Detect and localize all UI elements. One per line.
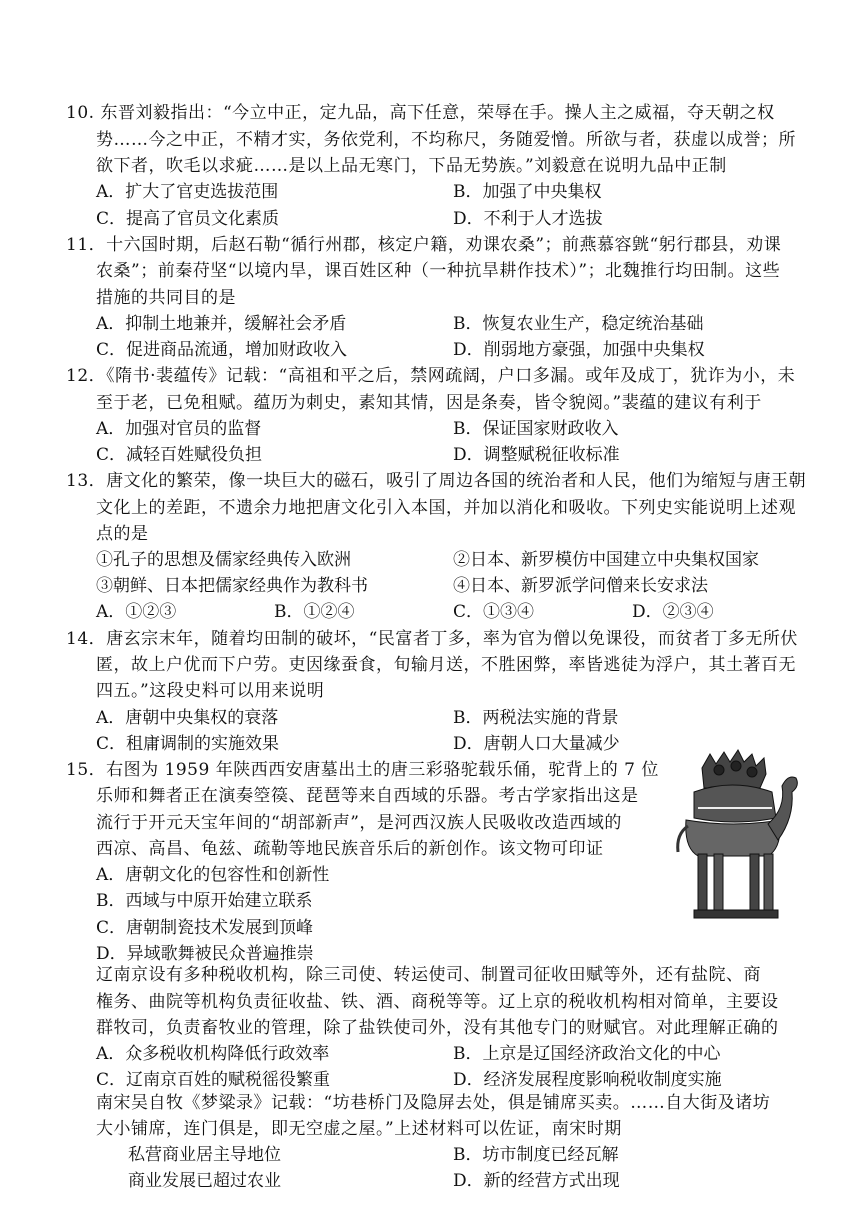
question-15-line-4: 西凉、高昌、龟兹、疏勒等地民族音乐后的新创作。该文物可印证 bbox=[96, 839, 604, 859]
q12-option-b: B．保证国家财政收入 bbox=[453, 419, 619, 439]
q16-option-c: C．辽南京百姓的赋税徭役繁重 bbox=[96, 1070, 331, 1090]
question-12-line-1: 12．《隋书·裴蕴传》记载：“高祖和平之后，禁网疏阔，户口多漏。或年及成丁，犹诈为小，未 bbox=[66, 366, 796, 386]
question-13-line-3: 点的是 bbox=[96, 524, 149, 544]
q16-option-d: D．经济发展程度影响税收制度实施 bbox=[453, 1070, 722, 1090]
q12-option-a: A．加强对官员的监督 bbox=[96, 419, 262, 439]
q14-option-a: A．唐朝中央集权的衰落 bbox=[96, 708, 279, 728]
question-11-line-3: 措施的共同目的是 bbox=[96, 288, 236, 308]
question-16-line-3: 群牧司，负责畜牧业的管理，除了盐铁使司外，没有其他专门的财赋官。对此理解正确的 bbox=[96, 1018, 779, 1038]
question-14-line-1: 14．唐玄宗末年，随着均田制的破坏，“民富者丁多，率为官为僧以免课役，而贫者丁多无所伏 bbox=[66, 629, 798, 649]
q11-option-c: C．促进商品流通，增加财政收入 bbox=[96, 340, 348, 360]
q13-option-a: A．①②③ bbox=[96, 602, 177, 622]
question-14-line-3: 四五。”这段史料可以用来说明 bbox=[96, 681, 325, 701]
q10-option-a: A．扩大了官吏选拔范围 bbox=[96, 182, 279, 202]
q13-item-1: ①孔子的思想及儒家经典传入欧洲 bbox=[96, 550, 351, 570]
question-16-line-1: 辽南京设有多种税收机构，除三司使、转运使司、制置司征收田赋等外，还有盐院、商 bbox=[96, 965, 761, 985]
q17-option-b: B．坊市制度已经瓦解 bbox=[453, 1145, 619, 1165]
q13-option-d: D．②③④ bbox=[632, 602, 714, 622]
q15-option-d: D．异域歌舞被民众普遍推崇 bbox=[96, 944, 314, 964]
q15-option-c: C．唐朝制瓷技术发展到顶峰 bbox=[96, 918, 314, 938]
question-13-line-1: 13．唐文化的繁荣，像一块巨大的磁石，吸引了周边各国的统治者和人民，他们为缩短与唐王朝 bbox=[66, 471, 807, 491]
q12-option-d: D．调整赋税征收标准 bbox=[453, 445, 620, 465]
question-12-line-2: 至于老，已免租赋。蕴历为刺史，素知其情，因是条奏，皆令貌阅。”裴蕴的建议有利于 bbox=[96, 393, 762, 413]
q15-option-a: A．唐朝文化的包容性和创新性 bbox=[96, 865, 330, 885]
q13-item-2: ②日本、新罗模仿中国建立中央集权国家 bbox=[453, 550, 759, 570]
q17-option-c: 商业发展已超过农业 bbox=[128, 1171, 281, 1191]
q17-option-d: D．新的经营方式出现 bbox=[453, 1171, 620, 1191]
question-15-line-1: 15．右图为 1959 年陕西西安唐墓出土的唐三彩骆驼载乐俑，驼背上的 7 位 bbox=[66, 760, 659, 780]
question-13-line-2: 文化上的差距，不遗余力地把唐文化引入本国，并加以消化和吸收。下列史实能说明上述观 bbox=[96, 498, 796, 518]
question-10-line-2: 势……今之中正，不精才实，务依党利，不均称尺，务随爱憎。所欲与者，获虚以成誉；所 bbox=[96, 130, 796, 150]
q15-option-b: B．西域与中原开始建立联系 bbox=[96, 891, 313, 911]
q14-option-b: B．两税法实施的背景 bbox=[453, 708, 619, 728]
question-15-line-3: 流行于开元天宝年间的“胡部新声”，是河西汉族人民吸收改造西域的 bbox=[96, 813, 622, 833]
q11-option-a: A．抑制土地兼并，缓解社会矛盾 bbox=[96, 314, 347, 334]
question-17-line-1: 南宋吴自牧《梦粱录》记载：“坊巷桥门及隐屏去处，俱是铺席买卖。……自大街及诸坊 bbox=[96, 1093, 771, 1113]
q11-option-d: D．削弱地方豪强，加强中央集权 bbox=[453, 340, 705, 360]
q16-option-a: A．众多税收机构降低行政效率 bbox=[96, 1044, 330, 1064]
question-17-line-2: 大小铺席，连门俱是，即无空虚之屋。”上述材料可以佐证，南宋时期 bbox=[96, 1119, 622, 1139]
q17-option-a: 私营商业居主导地位 bbox=[128, 1145, 281, 1165]
q11-option-b: B．恢复农业生产，稳定统治基础 bbox=[453, 314, 704, 334]
q10-option-b: B．加强了中央集权 bbox=[453, 182, 602, 202]
question-15-line-2: 乐师和舞者正在演奏箜篌、琵琶等来自西域的乐器。考古学家指出这是 bbox=[96, 786, 639, 806]
q16-option-b: B．上京是辽国经济政治文化的中心 bbox=[453, 1044, 721, 1064]
q12-option-c: C．减轻百姓赋役负担 bbox=[96, 445, 263, 465]
q10-option-c: C．提高了官员文化素质 bbox=[96, 209, 280, 229]
question-11-line-2: 农桑”；前秦苻坚“以境内旱，课百姓区种（一种抗旱耕作技术）”；北魏推行均田制。这些 bbox=[96, 261, 781, 281]
tang-sancai-camel-figure bbox=[664, 748, 804, 928]
question-11-line-1: 11．十六国时期，后赵石勒“循行州郡，核定户籍，劝课农桑”；前燕慕容皝“躬行郡县，劝课 bbox=[66, 235, 782, 255]
q14-option-d: D．唐朝人口大量减少 bbox=[453, 734, 620, 754]
q14-option-c: C．租庸调制的实施效果 bbox=[96, 734, 280, 754]
question-14-line-2: 匿，故上户优而下户劳。吏因缘蚕食，旬输月送，不胜困弊，率皆逃徒为浮户，其土著百无 bbox=[96, 655, 796, 675]
question-16-line-2: 権务、曲院等机构负责征收盐、铁、酒、商税等等。辽上京的税收机构相对简单，主要设 bbox=[96, 992, 779, 1012]
q13-option-b: B．①②④ bbox=[274, 602, 355, 622]
question-10-line-1: 10. 东晋刘毅指出：“今立中正，定九品，高下任意，荣辱在手。操人主之威福，夺天朝之权 bbox=[66, 103, 775, 123]
q13-item-4: ④日本、新罗派学问僧来长安求法 bbox=[453, 576, 708, 596]
q13-item-3: ③朝鲜、日本把儒家经典作为教科书 bbox=[96, 576, 368, 596]
q13-option-c: C．①③④ bbox=[453, 602, 535, 622]
question-10-line-3: 欲下者，吹毛以求疵……是以上品无寒门，下品无势族。”刘毅意在说明九品中正制 bbox=[96, 156, 727, 176]
q10-option-d: D．不利于人才选拔 bbox=[453, 209, 603, 229]
